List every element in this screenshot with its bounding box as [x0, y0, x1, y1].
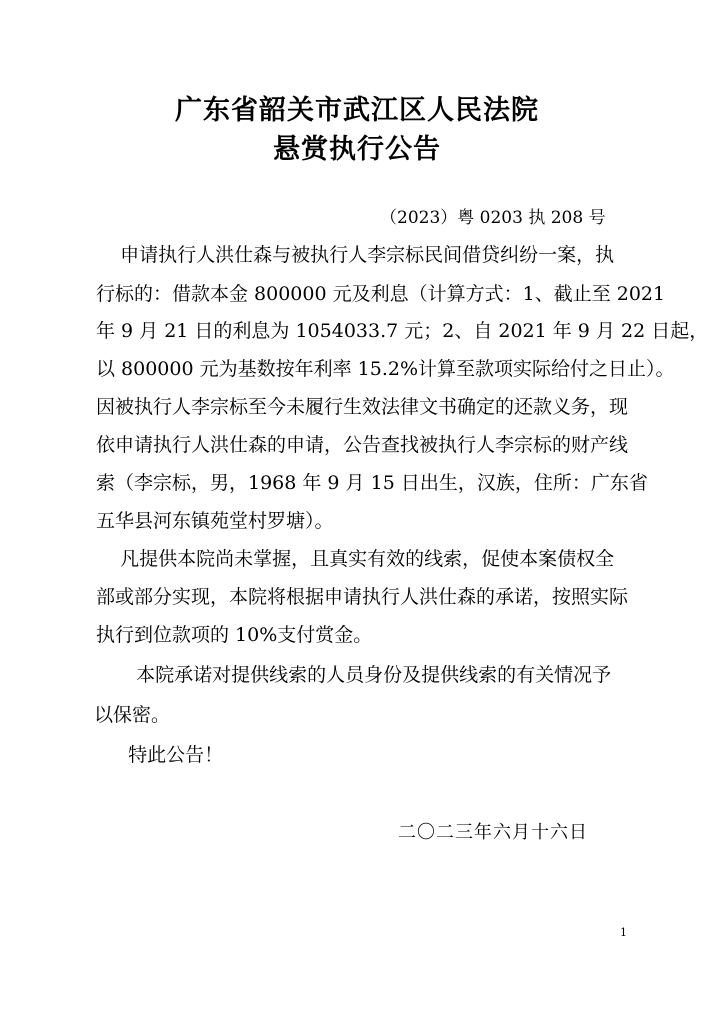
- notice-title: 悬赏执行公告: [273, 134, 441, 165]
- paragraph-1-line: 索（李宗标，男，1968 年 9 月 15 日出生，汉族，住所：广东省: [96, 472, 648, 494]
- paragraph-3-line: 以保密。: [88, 704, 171, 726]
- paragraph-1-line: 因被执行人李宗标至今未履行生效法律文书确定的还款义务，现: [96, 396, 629, 418]
- paragraph-1-line: 依申请执行人洪仕森的申请，公告查找被执行人李宗标的财产线: [96, 434, 629, 456]
- page-number: 1: [620, 926, 627, 939]
- paragraph-1-line: 行标的：借款本金 800000 元及利息（计算方式：1、截止至 2021: [96, 283, 666, 305]
- paragraph-1-line: 五华县河东镇苑堂村罗塘）。: [96, 510, 334, 532]
- case-number: （2023）粤 0203 执 208 号: [380, 208, 606, 228]
- court-title: 广东省韶关市武江区人民法院: [175, 95, 539, 126]
- paragraph-1-line: 年 9 月 21 日的利息为 1054033.7 元；2、自 2021 年 9 月 22 日起，: [96, 320, 709, 342]
- paragraph-2-line: 凡提供本院尚未掌握，且真实有效的线索，促使本案债权全: [96, 548, 615, 570]
- paragraph-1-line: 以 800000 元为基数按年利率 15.2%计算至款项实际给付之日止）。: [96, 358, 675, 380]
- paragraph-1-line: 申请执行人洪仕森与被执行人李宗标民间借贷纠纷一案，执: [96, 244, 615, 266]
- paragraph-2-line: 部或部分实现，本院将根据申请执行人洪仕森的承诺，按照实际: [96, 586, 629, 608]
- paragraph-3-line: 本院承诺对提供线索的人员身份及提供线索的有关情况予: [112, 664, 612, 686]
- notice-date: 二〇二三年六月十六日: [398, 822, 588, 843]
- closing-text: 特此公告！: [104, 744, 224, 766]
- paragraph-2-line: 执行到位款项的 10%支付赏金。: [96, 624, 373, 646]
